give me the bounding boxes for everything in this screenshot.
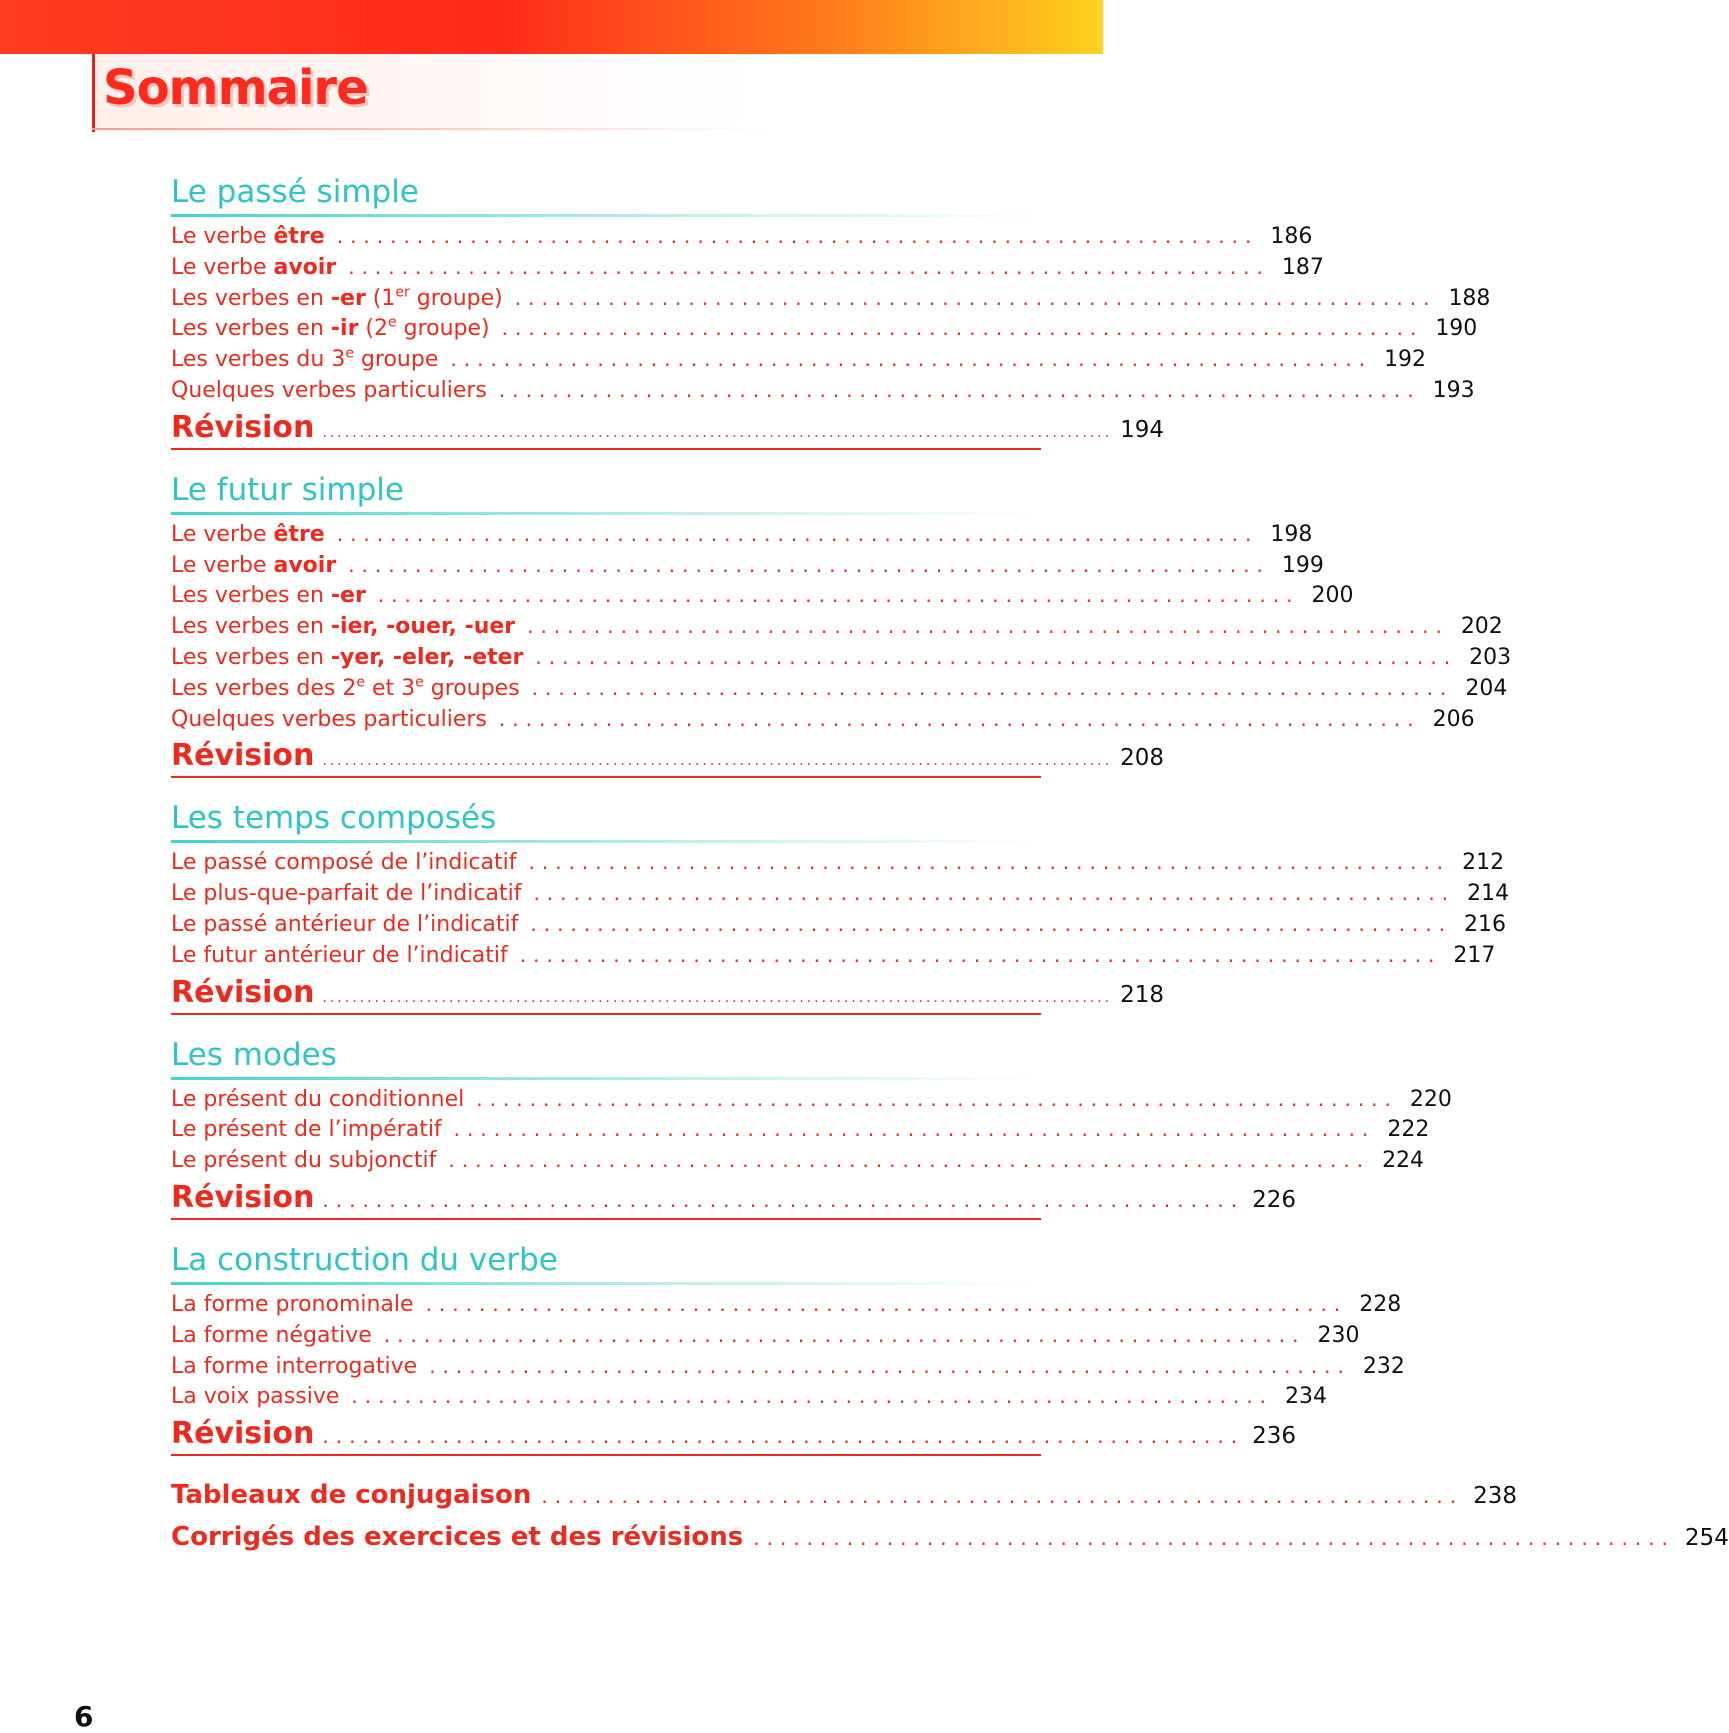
page-number: 204	[1465, 675, 1508, 701]
revision-entry[interactable]: Révision .......................................................................................................... 208	[171, 736, 1041, 778]
revision-entry[interactable]: Révision ..................................................................... 236	[171, 1414, 1041, 1456]
page-number: 203	[1469, 644, 1512, 670]
page-number: 224	[1382, 1148, 1425, 1174]
page-title: Sommaire	[103, 60, 368, 116]
leader-dots: .....................................................................	[528, 850, 1451, 875]
section-rule	[171, 840, 1041, 843]
section-construction-verbe	[171, 1238, 1405, 1456]
page-number: 193	[1432, 377, 1475, 403]
toc-entry[interactable]: Le plus-que-parfait de l’indicatif ..................................................................... 214	[171, 878, 1041, 909]
leader-dots: .....................................................................	[501, 316, 1424, 341]
toc-entry[interactable]: Le passé antérieur de l’indicatif ..................................................................... 216	[171, 909, 1041, 940]
leader-dots: .....................................................................	[336, 224, 1259, 248]
leader-dots: .....................................................................	[322, 1424, 1245, 1449]
leader-dots: .....................................................................	[348, 552, 1270, 577]
section-title: La construction du verbe	[171, 1241, 558, 1278]
toc-entry[interactable]: Les verbes des 2e et 3e groupes ..................................................................... 204	[171, 673, 1041, 704]
page-number: 222	[1387, 1117, 1430, 1143]
page-number: 192	[1384, 347, 1427, 373]
leader-dots: .....................................................................	[476, 1086, 1398, 1111]
toc-entry[interactable]: Les verbes du 3e groupe ..................................................................... 192	[171, 344, 1041, 375]
toc-entry[interactable]: Quelques verbes particuliers ..................................................................... 206	[171, 704, 1041, 735]
section-rule	[171, 1077, 1041, 1080]
section-title: Le passé simple	[171, 174, 419, 210]
toc-entry[interactable]: Les verbes en -yer, -eler, -eter ..................................................................... 203	[171, 642, 1041, 673]
leader-dots: ..........................................................................................................	[322, 753, 1113, 770]
leader-dots: .....................................................................	[450, 347, 1373, 372]
page-number: 186	[1270, 224, 1313, 249]
section-title: Les temps composés	[171, 800, 497, 837]
table-of-contents	[171, 170, 1729, 1558]
leader-dots: ..........................................................................................................	[322, 989, 1113, 1006]
leader-dots: ..........................................................................................................	[322, 424, 1113, 441]
page-number: 216	[1464, 911, 1507, 937]
toc-entry[interactable]: Le présent du subjonctif ..................................................................... 224	[171, 1145, 1041, 1176]
leader-dots: .....................................................................	[351, 1384, 1274, 1409]
page-number: 187	[1281, 254, 1324, 280]
leader-dots: .....................................................................	[348, 254, 1270, 279]
leader-dots: .....................................................................	[322, 1187, 1245, 1212]
revision-entry[interactable]: Révision .......................................................................................................... 194	[171, 408, 1041, 450]
page-number: 194	[1120, 416, 1165, 443]
leader-dots: .....................................................................	[535, 644, 1458, 669]
page-number: 199	[1281, 552, 1324, 578]
section-futur-simple	[171, 468, 1512, 779]
section-title: Les modes	[171, 1036, 337, 1073]
leader-dots: .....................................................................	[530, 911, 1453, 936]
toc-entry[interactable]: La forme interrogative ..................................................................... 232	[171, 1351, 1041, 1382]
toc-entry[interactable]: Le présent du conditionnel ..................................................................... 220	[171, 1084, 1041, 1115]
toc-entry[interactable]: Quelques verbes particuliers ..................................................................... 193	[171, 375, 1041, 406]
page-number: 254	[1684, 1525, 1729, 1552]
page-number: 214	[1467, 881, 1510, 907]
page-number: 238	[1473, 1483, 1517, 1510]
page-footer-number: 6	[74, 1700, 94, 1733]
toc-entry[interactable]: La forme négative ..................................................................... 230	[171, 1320, 1041, 1351]
toc-entry[interactable]: Le verbe avoir ..................................................................... 187	[171, 252, 1041, 283]
page-number: 234	[1285, 1384, 1328, 1410]
leader-dots: .....................................................................	[498, 706, 1421, 731]
page-number: 226	[1252, 1186, 1296, 1213]
toc-entry-corriges[interactable]: Corrigés des exercices et des révisions ..................................................................... 254	[171, 1516, 1041, 1558]
title-underline	[92, 128, 772, 130]
section-passe-simple	[171, 170, 1491, 450]
title-banner	[92, 54, 755, 132]
section-rule	[171, 214, 1041, 217]
section-modes	[171, 1033, 1452, 1220]
leader-dots: .....................................................................	[336, 521, 1259, 546]
leader-dots: .....................................................................	[448, 1148, 1371, 1173]
section-rule	[171, 1282, 1041, 1285]
page-number: 232	[1362, 1353, 1405, 1379]
leader-dots: .....................................................................	[429, 1353, 1351, 1378]
toc-entry[interactable]: Le verbe être ..................................................................... 186	[171, 221, 1041, 252]
leader-dots: .....................................................................	[453, 1117, 1376, 1142]
page-number: 228	[1359, 1291, 1402, 1317]
page-number: 212	[1462, 850, 1505, 876]
section-rule	[171, 512, 1041, 515]
toc-entry[interactable]: Le verbe être ..................................................................... 198	[171, 519, 1041, 550]
leader-dots: .....................................................................	[533, 881, 1456, 906]
page-number: 190	[1435, 316, 1478, 342]
page-number: 220	[1409, 1086, 1452, 1112]
page-number: 217	[1453, 942, 1496, 968]
leader-dots: .....................................................................	[377, 583, 1300, 608]
page-number: 206	[1432, 706, 1475, 732]
leader-dots: .....................................................................	[531, 675, 1454, 700]
toc-entry[interactable]: La forme pronominale ..................................................................... 228	[171, 1289, 1041, 1320]
page-number: 218	[1120, 981, 1165, 1008]
toc-entry[interactable]: La voix passive ..................................................................... 234	[171, 1381, 1041, 1412]
toc-entry[interactable]: Le verbe avoir ..................................................................... 199	[171, 550, 1041, 581]
page-number: 236	[1252, 1423, 1296, 1450]
leader-dots: .....................................................................	[383, 1322, 1306, 1347]
page-number: 188	[1448, 285, 1491, 311]
toc-entry[interactable]: Les verbes en -er (1er groupe) ..................................................................... 188	[171, 283, 1041, 314]
page-number: 202	[1460, 614, 1503, 640]
page-number: 230	[1317, 1322, 1360, 1348]
leader-dots: .....................................................................	[753, 1526, 1675, 1551]
revision-entry[interactable]: Révision ..................................................................... 226	[171, 1178, 1041, 1220]
page-number: 208	[1120, 745, 1165, 772]
leader-dots: .....................................................................	[498, 377, 1421, 402]
section-temps-composes	[171, 796, 1510, 1014]
toc-entry[interactable]: Les verbes en -er ..................................................................... 200	[171, 580, 1041, 611]
page-number: 198	[1270, 521, 1313, 547]
toc-entry[interactable]: Le passé composé de l’indicatif ..................................................................... 212	[171, 847, 1041, 878]
toc-entry[interactable]: Le présent de l’impératif ..................................................................... 222	[171, 1114, 1041, 1145]
revision-entry[interactable]: Révision .......................................................................................................... 218	[171, 973, 1041, 1015]
toc-entry-tableaux[interactable]: Tableaux de conjugaison ..................................................................... 238	[171, 1474, 1041, 1516]
leader-dots: .....................................................................	[519, 942, 1442, 967]
section-title: Le futur simple	[171, 471, 404, 508]
leader-dots: .....................................................................	[514, 285, 1437, 310]
page-number: 200	[1311, 583, 1354, 609]
toc-entry[interactable]: Les verbes en -ir (2e groupe) ..................................................................... 190	[171, 313, 1041, 344]
toc-entry[interactable]: Le futur antérieur de l’indicatif ..................................................................... 217	[171, 940, 1041, 971]
leader-dots: .....................................................................	[541, 1484, 1464, 1509]
leader-dots: .....................................................................	[527, 614, 1449, 639]
leader-dots: .....................................................................	[425, 1291, 1348, 1316]
toc-entry[interactable]: Les verbes en -ier, -ouer, -uer ..................................................................... 202	[171, 611, 1041, 642]
top-gradient-bar	[0, 0, 1103, 54]
